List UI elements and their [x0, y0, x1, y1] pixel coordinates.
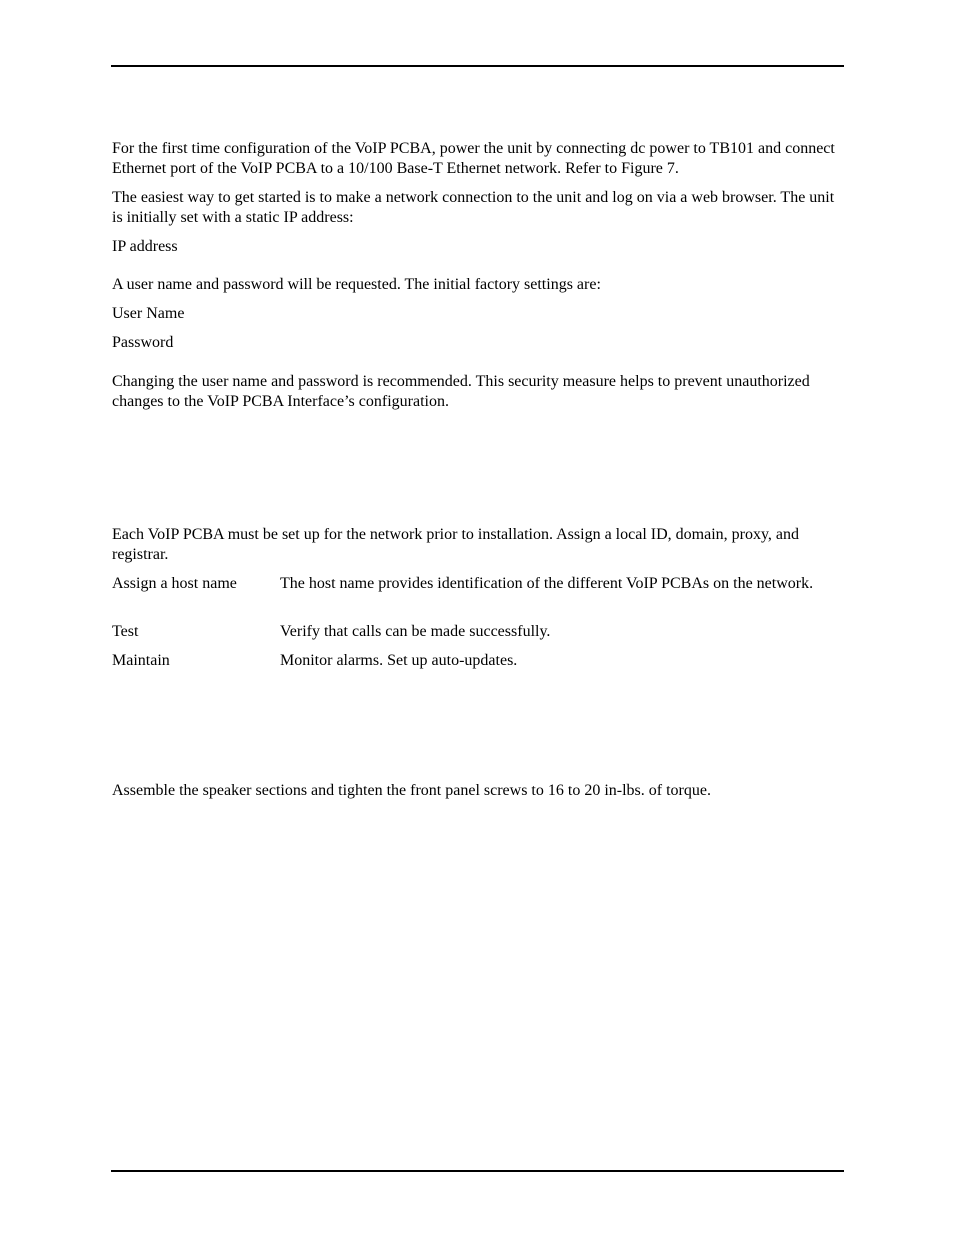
get-started-paragraph: The easiest way to get started is to make a network connection to the unit and log on via a web browser. The unit is initially set with a static IP address:	[112, 189, 835, 226]
step-description: The host name provides identification of the different VoIP PCBAs on the network.	[280, 575, 814, 592]
step-term: Maintain	[112, 652, 170, 669]
footer-rule	[111, 1170, 844, 1172]
security-note-paragraph: Changing the user name and password is recommended. This security measure helps to prevent unauthorized changes to the VoIP PCBA Interface’s configuration.	[112, 373, 810, 410]
credentials-intro-paragraph: A user name and password will be requested. The initial factory settings are:	[112, 276, 601, 293]
assembly-paragraph: Assemble the speaker sections and tighten the front panel screws to 16 to 20 in-lbs. of torque.	[112, 782, 711, 799]
network-intro-paragraph: Each VoIP PCBA must be set up for the network prior to installation. Assign a local ID, domain, proxy, and registrar.	[112, 526, 800, 563]
config-intro-paragraph: For the first time configuration of the VoIP PCBA, power the unit by connecting dc power to TB101 and connect Ethernet port of the VoIP PCBA to a 10/100 Base-T Ethernet network. Refer to Figure 7.	[112, 140, 835, 177]
username-label: User Name	[112, 305, 185, 322]
step-description: Monitor alarms. Set up auto-updates.	[280, 652, 518, 669]
password-label: Password	[112, 334, 174, 351]
step-description: Verify that calls can be made successfully.	[280, 623, 551, 640]
header-rule	[111, 65, 844, 67]
ip-address-label: IP address	[112, 238, 178, 255]
step-term: Assign a host name	[112, 575, 237, 592]
step-term: Test	[112, 623, 139, 640]
